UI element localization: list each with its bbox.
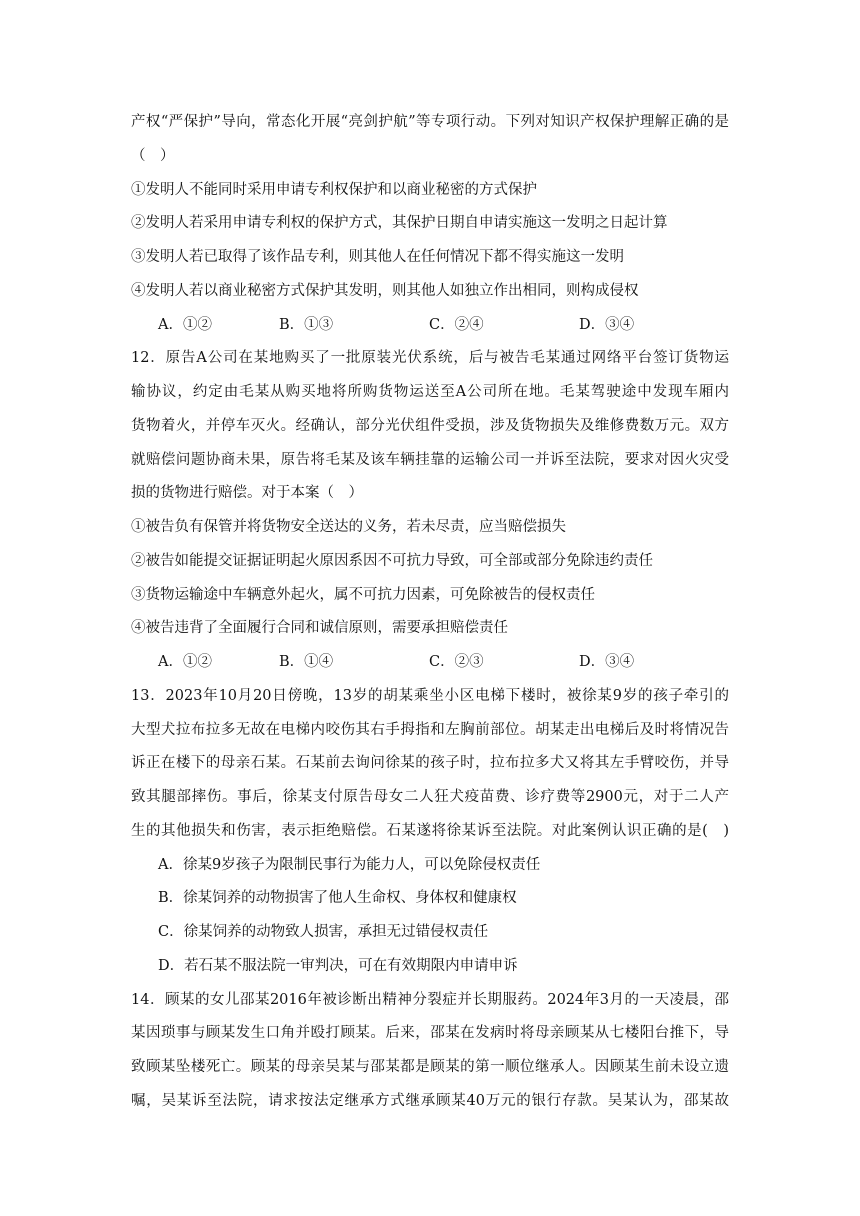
q13-option-a: A．徐某9岁孩子为限制民事行为能力人，可以免除侵权责任 bbox=[158, 857, 541, 873]
q12-stem-line-3: 货物着火，并停车灭火。经确认，部分光伏组件受损，涉及货物损失及维修费数万元。双方 bbox=[131, 418, 729, 434]
q11-option-a: A．①② bbox=[158, 317, 212, 333]
q13-option-c: C．徐某饲养的动物致人损害，承担无过错侵权责任 bbox=[158, 924, 489, 940]
q12-stem-line-2: 输协议，约定由毛某从购买地将所购货物运送至A公司所在地。毛某驾驶途中发现车厢内 bbox=[131, 384, 729, 400]
q12-option-d: D．③④ bbox=[579, 654, 635, 670]
q13-stem-line-2: 大型犬拉布拉多无故在电梯内咬伤其右手拇指和左胸前部位。胡某走出电梯后及时将情况告 bbox=[131, 722, 729, 738]
q11-statement-2: ②发明人若采用申请专利权的保护方式，其保护日期自申请实施这一发明之日起计算 bbox=[131, 215, 668, 231]
q12-option-b: B．①④ bbox=[279, 654, 334, 670]
q13-stem-line-3: 诉正在楼下的母亲石某。石某前去询问徐某的孩子时，拉布拉多犬又将其左手臂咬伤，并导 bbox=[131, 755, 729, 771]
q11-option-d: D．③④ bbox=[579, 317, 635, 333]
q11-statement-1: ①发明人不能同时采用申请专利权保护和以商业秘密的方式保护 bbox=[131, 182, 537, 198]
q13-option-b: B．徐某饲养的动物损害了他人生命权、身体权和健康权 bbox=[158, 890, 517, 906]
q14-stem-line-2: 某因琐事与顾某发生口角并殴打顾某。后来，邵某在发病时将母亲顾某从七楼阳台推下，导 bbox=[131, 1025, 729, 1041]
q13-stem-line-1: 13．2023年10月20日傍晚，13岁的胡某乘坐小区电梯下楼时，被徐某9岁的孩子牵引的 bbox=[131, 688, 729, 704]
q12-statement-1: ①被告负有保管并将货物安全送达的义务，若未尽责，应当赔偿损失 bbox=[131, 519, 566, 535]
q12-stem-line-1: 12．原告A公司在某地购买了一批原装光伏系统，后与被告毛某通过网络平台签订货物运 bbox=[131, 350, 729, 366]
q13-stem-line-5: 生的其他损失和伤害，表示拒绝赔偿。石某遂将徐某诉至法院。对此案例认识正确的是( ) bbox=[131, 823, 729, 839]
q12-option-a: A．①② bbox=[158, 654, 212, 670]
q11-statement-4: ④发明人若以商业秘密方式保护其发明，则其他人如独立作出相同，则构成侵权 bbox=[131, 283, 639, 299]
q11-blank: （ ） bbox=[131, 148, 175, 164]
q12-stem-line-5: 损的货物进行赔偿。对于本案（ ） bbox=[131, 485, 363, 501]
q11-option-b: B．①③ bbox=[279, 317, 334, 333]
q13-stem-line-4: 致其腿部摔伤。事后，徐某支付原告母女二人狂犬疫苗费、诊疗费等2900元，对于二人产 bbox=[131, 789, 729, 805]
q14-stem-line-4: 嘱，吴某诉至法院，请求按法定继承方式继承顾某40万元的银行存款。吴某认为，邵某故 bbox=[131, 1093, 729, 1109]
q11-stem-line-1: 产权“严保护”导向，常态化开展“亮剑护航”等专项行动。下列对知识产权保护理解正确的是 bbox=[131, 114, 729, 130]
q14-stem-line-1: 14．顾某的女儿邵某2016年被诊断出精神分裂症并长期服药。2024年3月的一天凌晨，邵 bbox=[131, 992, 729, 1008]
q11-option-c: C．②④ bbox=[429, 317, 484, 333]
q13-option-d: D．若石某不服法院一审判决，可在有效期限内申请申诉 bbox=[158, 958, 518, 974]
q12-statement-2: ②被告如能提交证据证明起火原因系因不可抗力导致，可全部或部分免除违约责任 bbox=[131, 553, 653, 569]
q14-stem-line-3: 致顾某坠楼死亡。顾某的母亲吴某与邵某都是顾某的第一顺位继承人。因顾某生前未设立遗 bbox=[131, 1059, 729, 1075]
q12-stem-line-4: 就赔偿问题协商未果，原告将毛某及该车辆挂靠的运输公司一并诉至法院，要求对因火灾受 bbox=[131, 452, 729, 468]
q12-option-c: C．②③ bbox=[429, 654, 484, 670]
q12-statement-4: ④被告违背了全面履行合同和诚信原则，需要承担赔偿责任 bbox=[131, 620, 508, 636]
q12-statement-3: ③货物运输途中车辆意外起火，属不可抗力因素，可免除被告的侵权责任 bbox=[131, 587, 595, 603]
q11-statement-3: ③发明人若已取得了该作品专利，则其他人在任何情况下都不得实施这一发明 bbox=[131, 249, 624, 265]
